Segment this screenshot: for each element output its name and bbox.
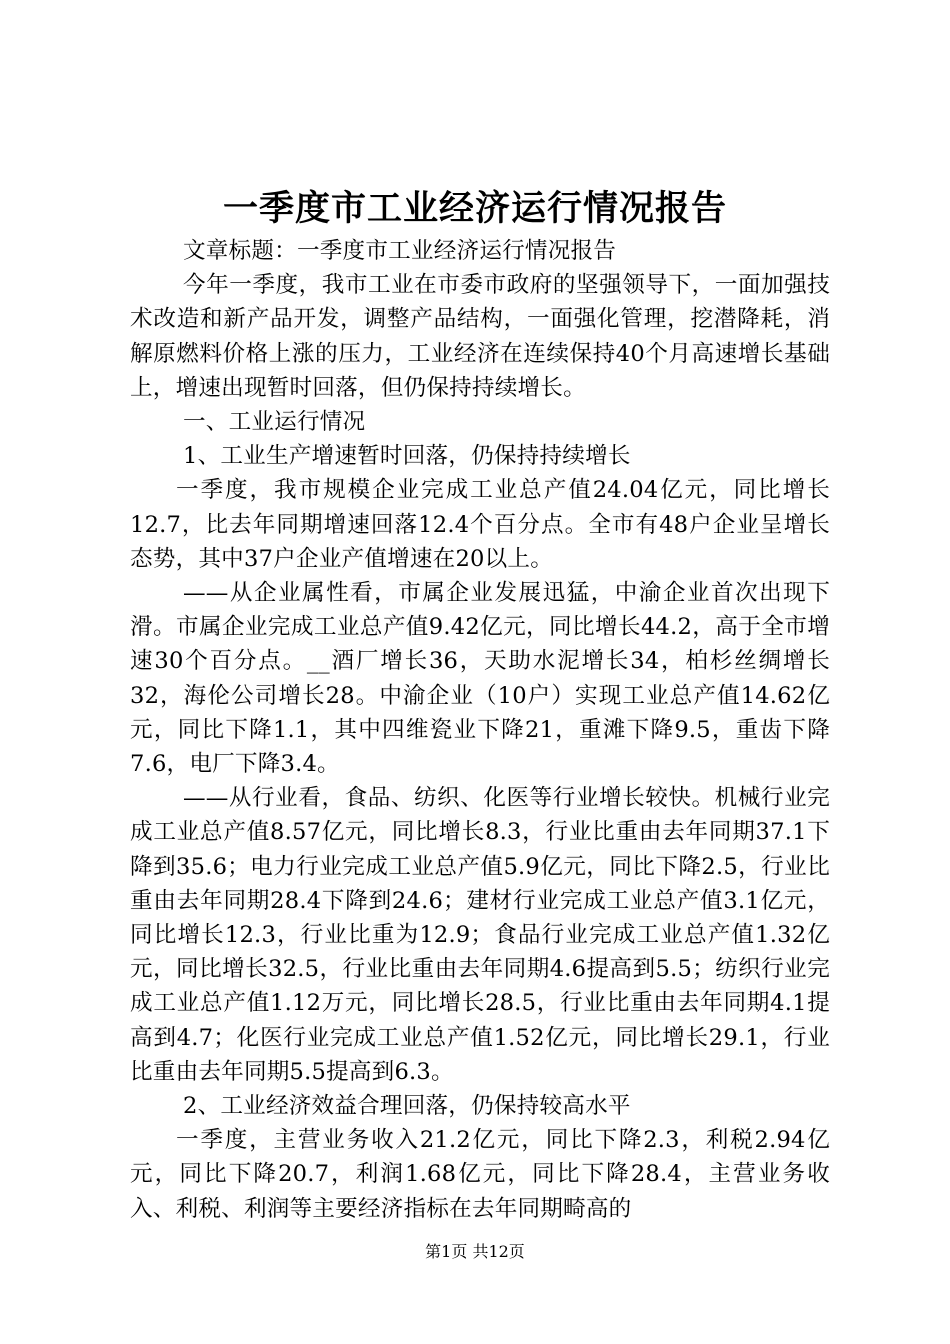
- body-paragraph: 一季度，主营业务收入21.2亿元，同比下降2.3，利税2.94亿元，同比下降20.7，利润1.68亿元，同比下降28.4，主营业务收入、利税、利润等主要经济指标在去年同期畸高的: [130, 1127, 830, 1222]
- body-paragraph: 一季度，我市规模企业完成工业总产值24.04亿元，同比增长12.7，比去年同期增速回落12.4个百分点。全市有48户企业呈增长态势，其中37户企业产值增速在20以上。: [130, 477, 830, 572]
- subsection-heading: 2、工业经济效益合理回落，仍保持较高水平: [183, 1093, 631, 1120]
- intro-paragraph: 今年一季度，我市工业在市委市政府的坚强领导下，一面加强技术改造和新产品开发，调整产品结构，一面强化管理，挖潜降耗，消解原燃料价格上涨的压力，工业经济在连续保持40个月高速增长基础上，增速出现暂时回落，但仍保持持续增长。: [130, 272, 830, 401]
- document-title: 一季度市工业经济运行情况报告: [222, 188, 727, 229]
- document-body: [130, 234, 830, 1226]
- article-title-line: 文章标题：一季度市工业经济运行情况报告: [183, 238, 617, 264]
- page-footer: 第1页 共12页: [425, 1242, 525, 1261]
- subsection-heading: 1、工业生产增速暂时回落，仍保持持续增长: [183, 443, 631, 470]
- body-paragraph: ——从企业属性看，市属企业发展迅猛，中渝企业首次出现下滑。市属企业完成工业总产值9.42亿元，同比增长44.2，高于全市增速30个百分点。__酒厂增长36，天助水泥增长34，柏杉丝绸增长32，海伦公司增长28。中渝企业（10户）实现工业总产值14.62亿元，同比下降1.1，其中四维瓷业下降21，重滩下降9.5，重齿下降7.6，电厂下降3.4。: [130, 580, 830, 778]
- body-paragraph: ——从行业看，食品、纺织、化医等行业增长较快。机械行业完成工业总产值8.57亿元，同比增长8.3，行业比重由去年同期37.1下降到35.6；电力行业完成工业总产值5.9亿元，同比下降2.5，行业比重由去年同期28.4下降到24.6；建材行业完成工业总产值3.1亿元，同比增长12.3，行业比重为12.9；食品行业完成工业总产值1.32亿元，同比增长32.5，行业比重由去年同期4.6提高到5.5；纺织行业完成工业总产值1.12万元，同比增长28.5，行业比重由去年同期4.1提高到4.7；化医行业完成工业总产值1.52亿元，同比增长29.1，行业比重由去年同期5.5提高到6.3。: [130, 785, 830, 1085]
- section-heading: 一、工业运行情况: [183, 409, 366, 436]
